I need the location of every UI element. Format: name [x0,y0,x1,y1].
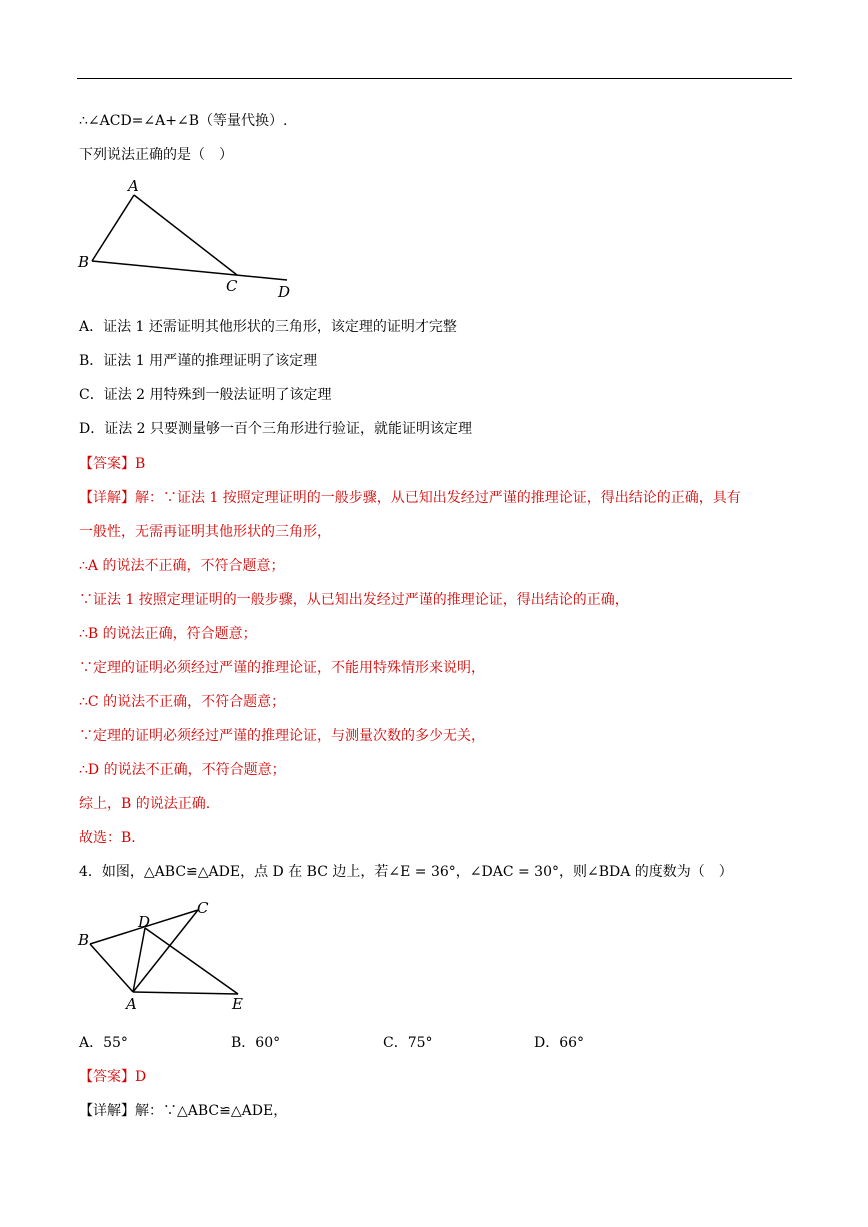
detail-3-line-2: 一般性，无需再证明其他形状的三角形， [79,524,331,540]
label-a: A [128,177,139,195]
detail-3-line-8: ∵定理的证明必须经过严谨的推理论证，与测量次数的多少无关， [79,728,485,744]
detail-3-line-3: ∴A 的说法不正确，不符合题意； [79,558,285,574]
detail-3-line-11: 故选：B. [79,830,136,846]
header-rule [77,78,792,79]
answer-4: 【答案】D [79,1069,147,1085]
option-4d: D．66° [534,1035,585,1051]
label-e: E [232,995,243,1013]
proof-conclusion-line: ∴∠ACD=∠A+∠B（等量代换）. [79,113,288,129]
label-a: A [126,995,137,1013]
detail-3-line-4: ∵证法 1 按照定理证明的一般步骤，从已知出发经过严谨的推理论证，得出结论的正确， [79,592,629,608]
segment-ab [92,195,134,261]
option-3b: B．证法 1 用严谨的推理证明了该定理 [79,353,318,369]
detail-3-line-10: 综上，B 的说法正确. [79,796,211,812]
segment-de [145,928,238,994]
question-prompt: 下列说法正确的是（ ） [79,147,233,163]
label-b: B [78,931,90,949]
segment-ac [134,195,237,275]
segment-ab [90,944,133,992]
label-d: D [138,913,151,931]
option-4a: A．55° [79,1035,128,1051]
label-d: D [278,283,291,301]
triangle-figure-2 [75,895,265,1020]
answer-3: 【答案】B [79,456,146,472]
segment-ad [133,928,145,992]
option-3c: C．证法 2 用特殊到一般法证明了该定理 [79,387,332,403]
label-c: C [226,277,238,295]
question-4: 4．如图，△ABC≌△ADE，点 D 在 BC 边上，若∠E = 36°，∠DAC = 30°，则∠BDA 的度数为（ ） [79,864,733,880]
detail-4-line-1: 【详解】解：∵△ABC≌△ADE， [79,1103,288,1119]
detail-3-line-7: ∴C 的说法不正确，不符合题意； [79,694,286,710]
option-3a: A．证法 1 还需证明其他形状的三角形，该定理的证明才完整 [79,319,457,335]
segment-bd [92,261,287,280]
detail-3-line-9: ∴D 的说法不正确，不符合题意； [79,762,286,778]
detail-3-line-6: ∵定理的证明必须经过严谨的推理论证，不能用特殊情形来说明， [79,660,485,676]
option-4b: B．60° [231,1035,281,1051]
label-b: B [78,253,90,271]
segment-ae [133,992,238,994]
detail-3-line-1: 【详解】解：∵证法 1 按照定理证明的一般步骤，从已知出发经过严谨的推理论证，得出结论的正确，具有 [79,490,741,506]
detail-3-line-5: ∴B 的说法正确，符合题意； [79,626,257,642]
label-c: C [197,899,209,917]
option-4c: C．75° [383,1035,433,1051]
option-3d: D．证法 2 只要测量够一百个三角形进行验证，就能证明该定理 [79,421,473,437]
triangle-figure-1 [75,175,305,300]
